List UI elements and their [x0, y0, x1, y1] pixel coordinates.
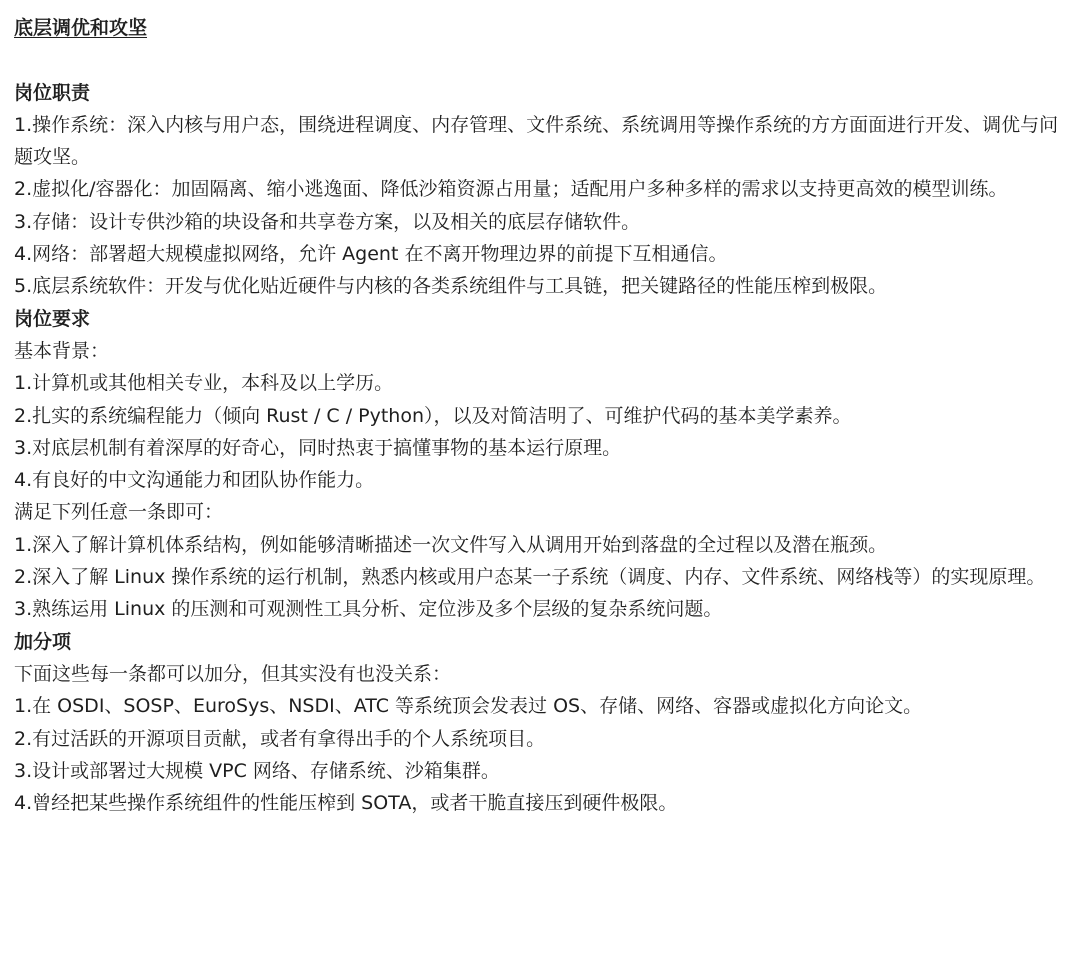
duty-item-4: 4.网络：部署超大规模虚拟网络，允许 Agent 在不离开物理边界的前提下互相通信。 — [14, 243, 728, 266]
bonus-item-2: 2.有过活跃的开源项目贡献，或者有拿得出手的个人系统项目。 — [14, 727, 546, 750]
section-heading-bonus: 加分项 — [14, 630, 72, 653]
duty-item-5: 5.底层系统软件：开发与优化贴近硬件与内核的各类系统组件与工具链，把关键路径的性能压榨到极限。 — [14, 275, 888, 298]
basic-item-2: 2.扎实的系统编程能力（倾向 Rust / C / Python），以及对简洁明了、可维护代码的基本美学素养。 — [14, 404, 852, 427]
basic-background-label: 基本背景： — [14, 339, 110, 362]
any-one-label: 满足下列任意一条即可： — [14, 501, 224, 524]
any-item-3: 3.熟练运用 Linux 的压测和可观测性工具分析、定位涉及多个层级的复杂系统问题。 — [14, 598, 723, 621]
bonus-item-4: 4.曾经把某些操作系统组件的性能压榨到 SOTA，或者干脆直接压到硬件极限。 — [14, 792, 678, 815]
bonus-item-1: 1.在 OSDI、SOSP、EuroSys、NSDI、ATC 等系统顶会发表过 OS、存储、网络、容器或虚拟化方向论文。 — [14, 695, 923, 718]
bonus-item-3: 3.设计或部署过大规模 VPC 网络、存储系统、沙箱集群。 — [14, 759, 500, 782]
any-item-2: 2.深入了解 Linux 操作系统的运行机制，熟悉内核或用户态某一子系统（调度、内存、文件系统、网络栈等）的实现原理。 — [14, 566, 1046, 589]
document-title: 底层调优和攻坚 — [14, 17, 148, 39]
blank-line — [14, 44, 1080, 76]
basic-item-1: 1.计算机或其他相关专业，本科及以上学历。 — [14, 372, 394, 395]
section-heading-duties: 岗位职责 — [14, 81, 91, 104]
duty-item-3: 3.存储：设计专供沙箱的块设备和共享卷方案，以及相关的底层存储软件。 — [14, 210, 641, 233]
duty-item-1: 1.操作系统：深入内核与用户态，围绕进程调度、内存管理、文件系统、系统调用等操作系统的方方面面进行开发、调优与问题攻坚。 — [14, 113, 1059, 169]
bonus-intro: 下面这些每一条都可以加分，但其实没有也没关系： — [14, 662, 452, 685]
basic-item-4: 4.有良好的中文沟通能力和团队协作能力。 — [14, 469, 375, 492]
section-heading-requirements: 岗位要求 — [14, 307, 91, 330]
any-item-1: 1.深入了解计算机体系结构，例如能够清晰描述一次文件写入从调用开始到落盘的全过程以及潜在瓶颈。 — [14, 533, 888, 556]
duty-item-2: 2.虚拟化/容器化：加固隔离、缩小逃逸面、降低沙箱资源占用量；适配用户多种多样的需求以支持更高效的模型训练。 — [14, 178, 1008, 201]
basic-item-3: 3.对底层机制有着深厚的好奇心，同时热衷于搞懂事物的基本运行原理。 — [14, 436, 622, 459]
